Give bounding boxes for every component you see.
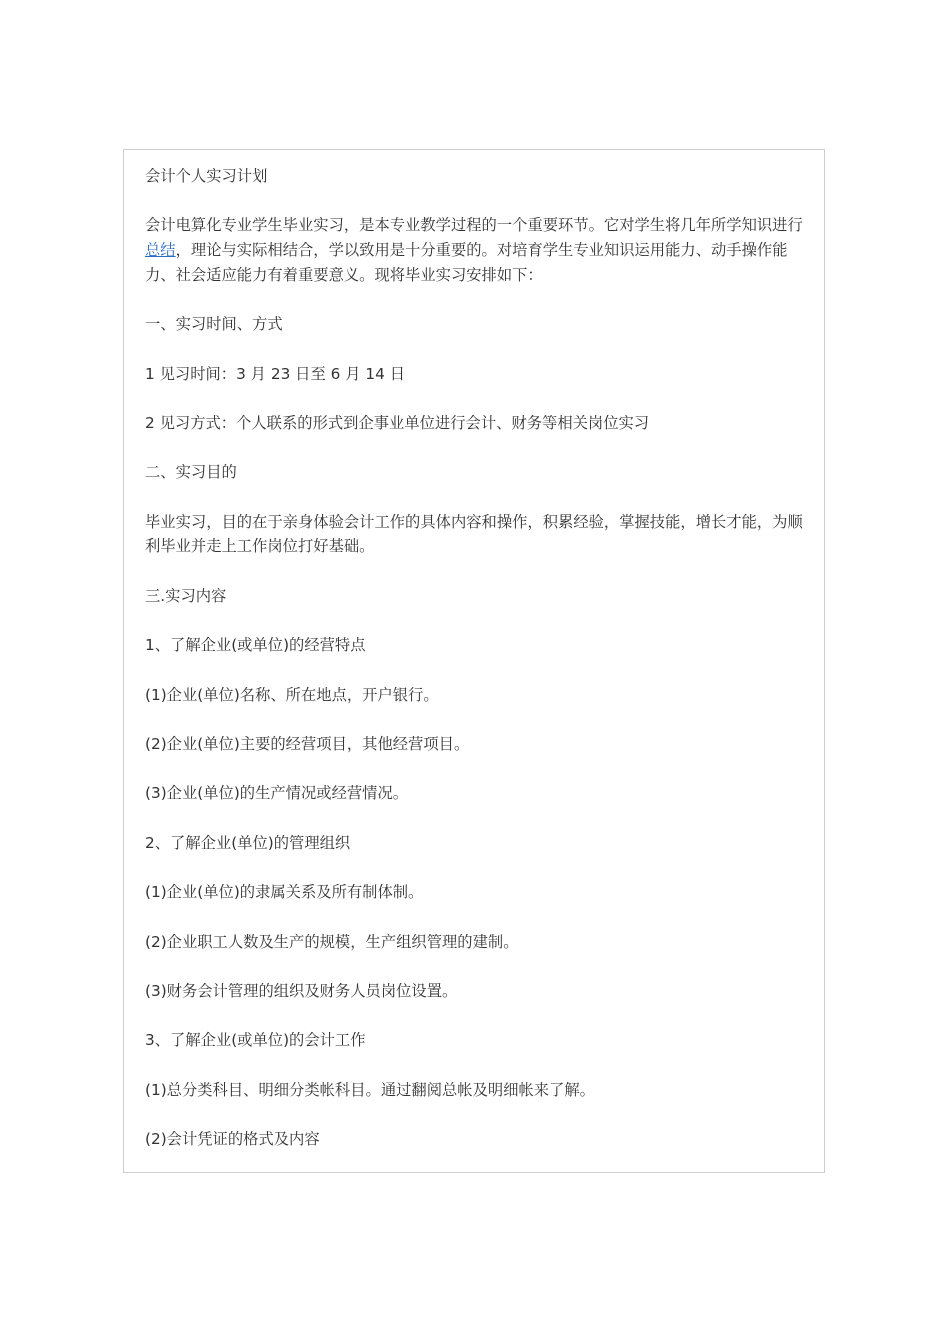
summary-link[interactable]: 总结 — [145, 241, 176, 260]
internship-time: 1 见习时间：3 月 23 日至 6 月 14 日 — [145, 364, 405, 383]
internship-method: 2 见习方式：个人联系的形式到企事业单位进行会计、财务等相关岗位实习 — [145, 413, 650, 432]
document-container — [123, 149, 825, 1173]
purpose-paragraph: 毕业实习，目的在于亲身体验会计工作的具体内容和操作，积累经验，掌握技能，增长才能，为顺利毕业并走上工作岗位打好基础。 — [145, 512, 803, 556]
content-item-2-3: (3)财务会计管理的组织及财务人员岗位设置。 — [145, 981, 458, 1000]
content-item-3-1: (1)总分类科目、明细分类帐科目。通过翻阅总帐及明细帐来了解。 — [145, 1080, 595, 1099]
section-heading-content: 三.实习内容 — [145, 586, 227, 605]
intro-text-start: 会计电算化专业学生毕业实习，是本专业教学过程的一个重要环节。它对学生将几年所学知识进行 — [145, 216, 803, 235]
intro-text-end: ，理论与实际相结合，学以致用是十分重要的。对培育学生专业知识运用能力、动手操作能力、社会适应能力有着重要意义。现将毕业实习安排如下： — [145, 241, 788, 284]
content-item-2-1: (1)企业(单位)的隶属关系及所有制体制。 — [145, 883, 424, 902]
content-item-2: 2、了解企业(单位)的管理组织 — [145, 833, 351, 852]
content-item-1-3: (3)企业(单位)的生产情况或经营情况。 — [145, 784, 409, 803]
content-item-3: 3、了解企业(或单位)的会计工作 — [145, 1031, 366, 1050]
intro-paragraph — [145, 213, 804, 287]
content-item-3-2: (2)会计凭证的格式及内容 — [145, 1130, 320, 1149]
section-heading-purpose: 二、实习目的 — [145, 463, 237, 482]
section-heading-time-method: 一、实习时间、方式 — [145, 315, 283, 334]
content-item-1: 1、了解企业(或单位)的经营特点 — [145, 636, 366, 655]
content-item-1-1: (1)企业(单位)名称、所在地点，开户银行。 — [145, 685, 439, 704]
content-item-2-2: (2)企业职工人数及生产的规模，生产组织管理的建制。 — [145, 932, 519, 951]
document-title: 会计个人实习计划 — [145, 167, 268, 185]
content-item-1-2: (2)企业(单位)主要的经营项目，其他经营项目。 — [145, 735, 470, 754]
